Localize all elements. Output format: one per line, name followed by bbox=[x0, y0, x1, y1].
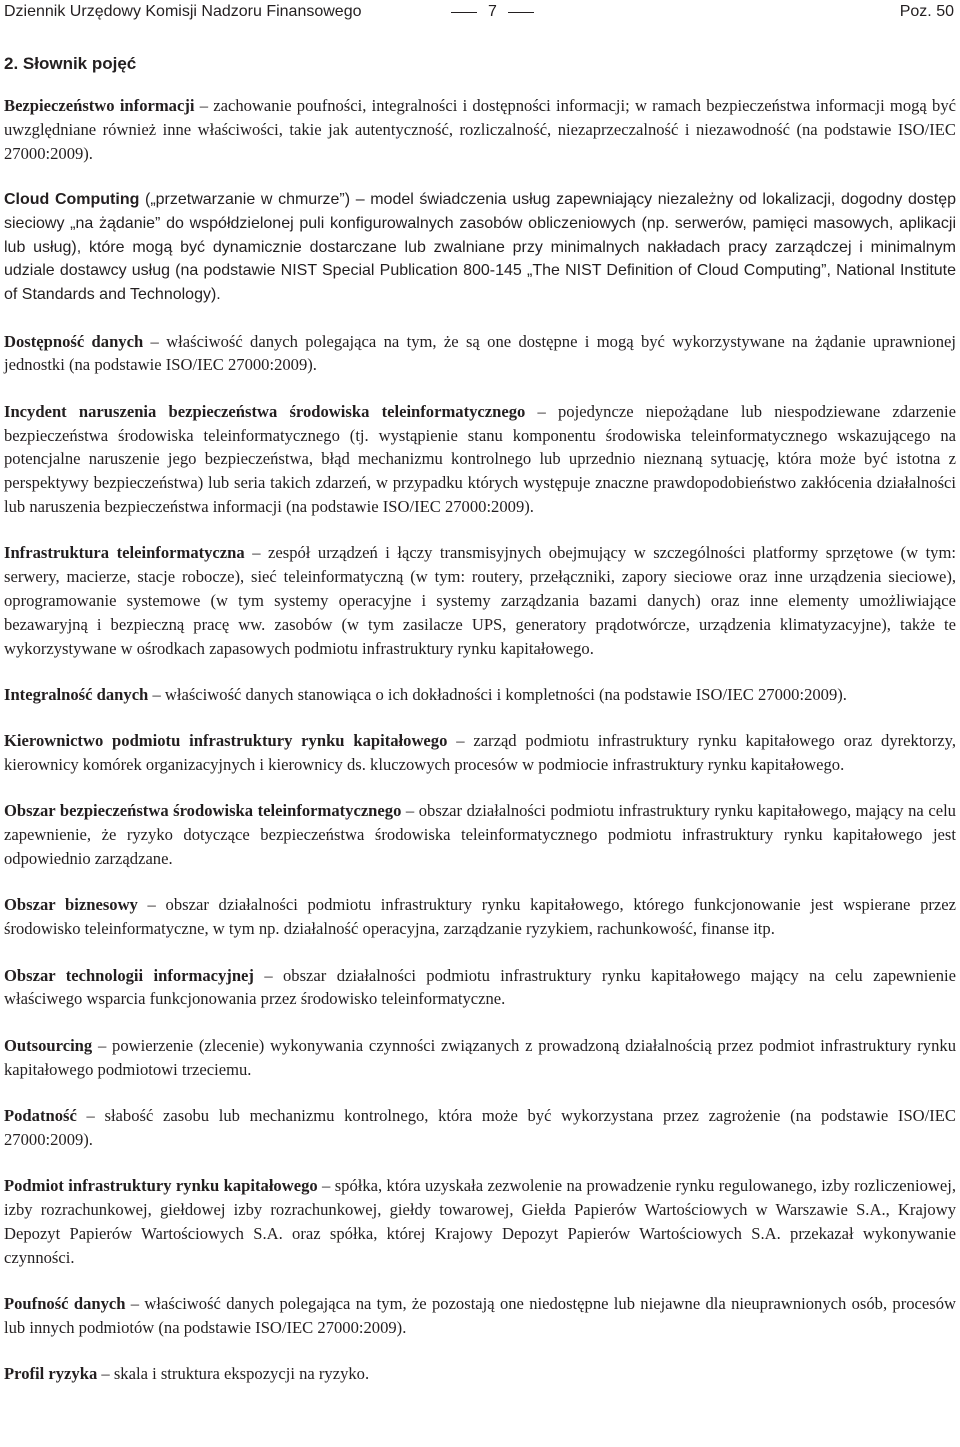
glossary-definition: – skala i struktura ekspozycji na ryzyko. bbox=[97, 1364, 370, 1384]
glossary-term: Obszar technologii informacyjnej bbox=[4, 965, 254, 985]
glossary-definition: – obszar działalności podmiotu infrastruktury rynku kapitałowego, mający na celu zapewnienie, że ryzyko dotyczące bezpieczeństwa środowiska teleinformatycznego podmiotu infrastruktury rynku kapitałowego jest odpowiednio zarządzane. bbox=[4, 801, 956, 869]
glossary-definition: – pojedyncze niepożądane lub niespodziewane zdarzenie bezpieczeństwa środowiska teleinformatycznego (tj. wystąpienie stanu komponentu środowiska teleinformatycznego wskazującego na potencjalne naruszenie jego bezpieczeństwa, błąd mechanizmu kontrolnego lub uprzednio nieznaną sytuację, która może być istotna z perspektywy bezpieczeństwa) lub seria takich zdarzeń, w przypadku których występuje znaczne prawdopodobieństwo zakłócenia działalności lub naruszenia bezpieczeństwa informacji (na podstawie ISO/IEC 27000:2009). bbox=[4, 401, 956, 516]
glossary-term: Cloud Computing bbox=[4, 190, 140, 208]
glossary-term: Incydent naruszenia bezpieczeństwa środowiska teleinformatycznego bbox=[4, 401, 526, 421]
glossary-entry bbox=[4, 188, 956, 307]
glossary-entry bbox=[4, 94, 956, 165]
glossary-term: Profil ryzyka bbox=[4, 1364, 98, 1384]
glossary bbox=[4, 94, 956, 1409]
glossary-term: Infrastruktura teleinformatyczna bbox=[4, 543, 245, 563]
glossary-definition: – właściwość danych polegająca na tym, że są one dostępne i mogą być wykorzystywane na żądanie uprawnionej jednostki (na podstawie ISO/IEC 27000:2009). bbox=[4, 331, 957, 375]
glossary-term: Dostępność danych bbox=[4, 331, 144, 351]
glossary-definition: – zachowanie poufności, integralności i dostępności informacji; w ramach bezpieczeństwa informacji mogą być uwzględniane również inne właściwości, takie jak autentyczność, rozliczalność, niezaprzeczalność i niezawodność (na podstawie ISO/IEC 27000:2009). bbox=[4, 96, 956, 163]
glossary-definition: – zespół urządzeń i łączy transmisyjnych obejmujący w szczególności platformy sprzętowe (w tym: serwery, macierze, stacje robocze), sieć teleinformatyczną (w tym: routery, przełączniki, zapory sieciowe oraz inne urządzenia sieciowe), oprogramowanie systemowe (w tym systemy operacyjne i systemy zarządzania bazami danych) oraz inne elementy umożliwiające bezawaryjną i bezpieczną pracę ww. zasobów (w tym zasilacze UPS, generatory prądotwórcze, urządzenia klimatyzacyjne), także te wykorzystywane w ośrodkach zapasowych podmiotu infrastruktury rynku kapitałowego. bbox=[4, 543, 956, 658]
glossary-entry bbox=[4, 330, 956, 378]
section-title: 2. Słownik pojęć bbox=[4, 54, 137, 73]
glossary-definition: – właściwość danych polegająca na tym, że pozostają one niedostępne lub niejawne dla nieuprawnionych osób, procesów lub innych podmiotów (na podstawie ISO/IEC 27000:2009). bbox=[4, 1294, 956, 1337]
publication-title: Dziennik Urzędowy Komisji Nadzoru Finansowego bbox=[4, 3, 362, 20]
glossary-definition: – powierzenie (zlecenie) wykonywania czynności związanych z prowadzoną działalnością przez podmiot infrastruktury rynku kapitałowego podmiotowi trzeciemu. bbox=[4, 1035, 956, 1079]
glossary-definition: – obszar działalności podmiotu infrastruktury rynku kapitałowego mający na celu zapewnienie właściwego wsparcia funkcjonowania przez środowisko teleinformatyczne. bbox=[4, 965, 957, 1009]
glossary-term: Outsourcing bbox=[4, 1035, 93, 1055]
page-number-dash-left bbox=[451, 12, 477, 13]
glossary-term: Kierownictwo podmiotu infrastruktury rynku kapitałowego bbox=[4, 731, 448, 751]
glossary-definition: – zarząd podmiotu infrastruktury rynku kapitałowego oraz dyrektorzy, kierownicy komórek organizacyjnych i kierownicy ds. kluczowych procesów w podmiocie infrastruktury rynku kapitałowego. bbox=[4, 731, 956, 775]
page-number bbox=[440, 0, 545, 24]
glossary-entry bbox=[4, 1034, 956, 1082]
glossary-entry bbox=[4, 683, 956, 707]
glossary-term: Obszar bezpieczeństwa środowiska teleinformatycznego bbox=[4, 801, 402, 821]
glossary-definition: – spółka, która uzyskała zezwolenie na prowadzenie rynku regulowanego, izby rozliczeniowej, izby rozrachunkowej, giełdowej izby rozrachunkowej, giełdy towarowej, Giełda Papierów Wartościowych w Warszawie S.A., Krajowy Depozyt Papierów Wartościowych S.A. oraz spółka, której Krajowy Depozyt Papierów Wartościowych S.A. przekazał wykonywanie czynności. bbox=[4, 1176, 956, 1267]
glossary-entry bbox=[4, 729, 956, 777]
glossary-term: Bezpieczeństwo informacji bbox=[4, 96, 195, 115]
glossary-definition: – słabość zasobu lub mechanizmu kontrolnego, która może być wykorzystana przez zagrożenie (na podstawie ISO/IEC 27000:2009). bbox=[4, 1106, 956, 1149]
glossary-entry bbox=[4, 799, 956, 870]
glossary-term: Obszar biznesowy bbox=[4, 895, 138, 915]
glossary-term: Podmiot infrastruktury rynku kapitałowego bbox=[4, 1176, 318, 1196]
page-header bbox=[0, 0, 960, 24]
glossary-entry bbox=[4, 1174, 956, 1269]
glossary-entry bbox=[4, 964, 956, 1012]
glossary-term: Podatność bbox=[4, 1106, 77, 1126]
page-number-value: 7 bbox=[488, 3, 497, 20]
glossary-entry bbox=[4, 1104, 956, 1152]
glossary-definition: („przetwarzanie w chmurze”) – model świadczenia usług zapewniający niezależny od lokalizacji, dogodny dostęp sieciowy „na żądanie” do współdzielonej puli konfigurowalnych zasobów obliczeniowych (np. serwerów, pamięci masowych, aplikacji lub usług), które mogą być dynamicznie dostarczane lub zwalniane przy minimalnych nakładach pracy zarządczej i minimalnym udziale dostawcy usług (na podstawie NIST Special Publication 800-145 „The NIST Definition of Cloud Computing”, National Institute of Standards and Technology). bbox=[4, 190, 956, 304]
glossary-term: Integralność danych bbox=[4, 684, 149, 704]
position-label: Poz. 50 bbox=[899, 3, 954, 20]
glossary-definition: – właściwość danych stanowiąca o ich dokładności i kompletności (na podstawie ISO/IEC 27000:2009). bbox=[148, 684, 847, 704]
glossary-entry bbox=[4, 1292, 956, 1340]
glossary-entry bbox=[4, 1362, 956, 1386]
glossary-entry bbox=[4, 400, 956, 519]
glossary-entry bbox=[4, 893, 956, 941]
glossary-entry bbox=[4, 541, 956, 660]
glossary-definition: – obszar działalności podmiotu infrastruktury rynku kapitałowego, którego funkcjonowanie jest wspierane przez środowisko teleinformatyczne, w tym np. działalność operacyjna, zarządzanie ryzykiem, rachunkowość, finanse itp. bbox=[4, 895, 956, 939]
page-number-dash-right bbox=[508, 12, 534, 13]
glossary-term: Poufność danych bbox=[4, 1294, 126, 1313]
